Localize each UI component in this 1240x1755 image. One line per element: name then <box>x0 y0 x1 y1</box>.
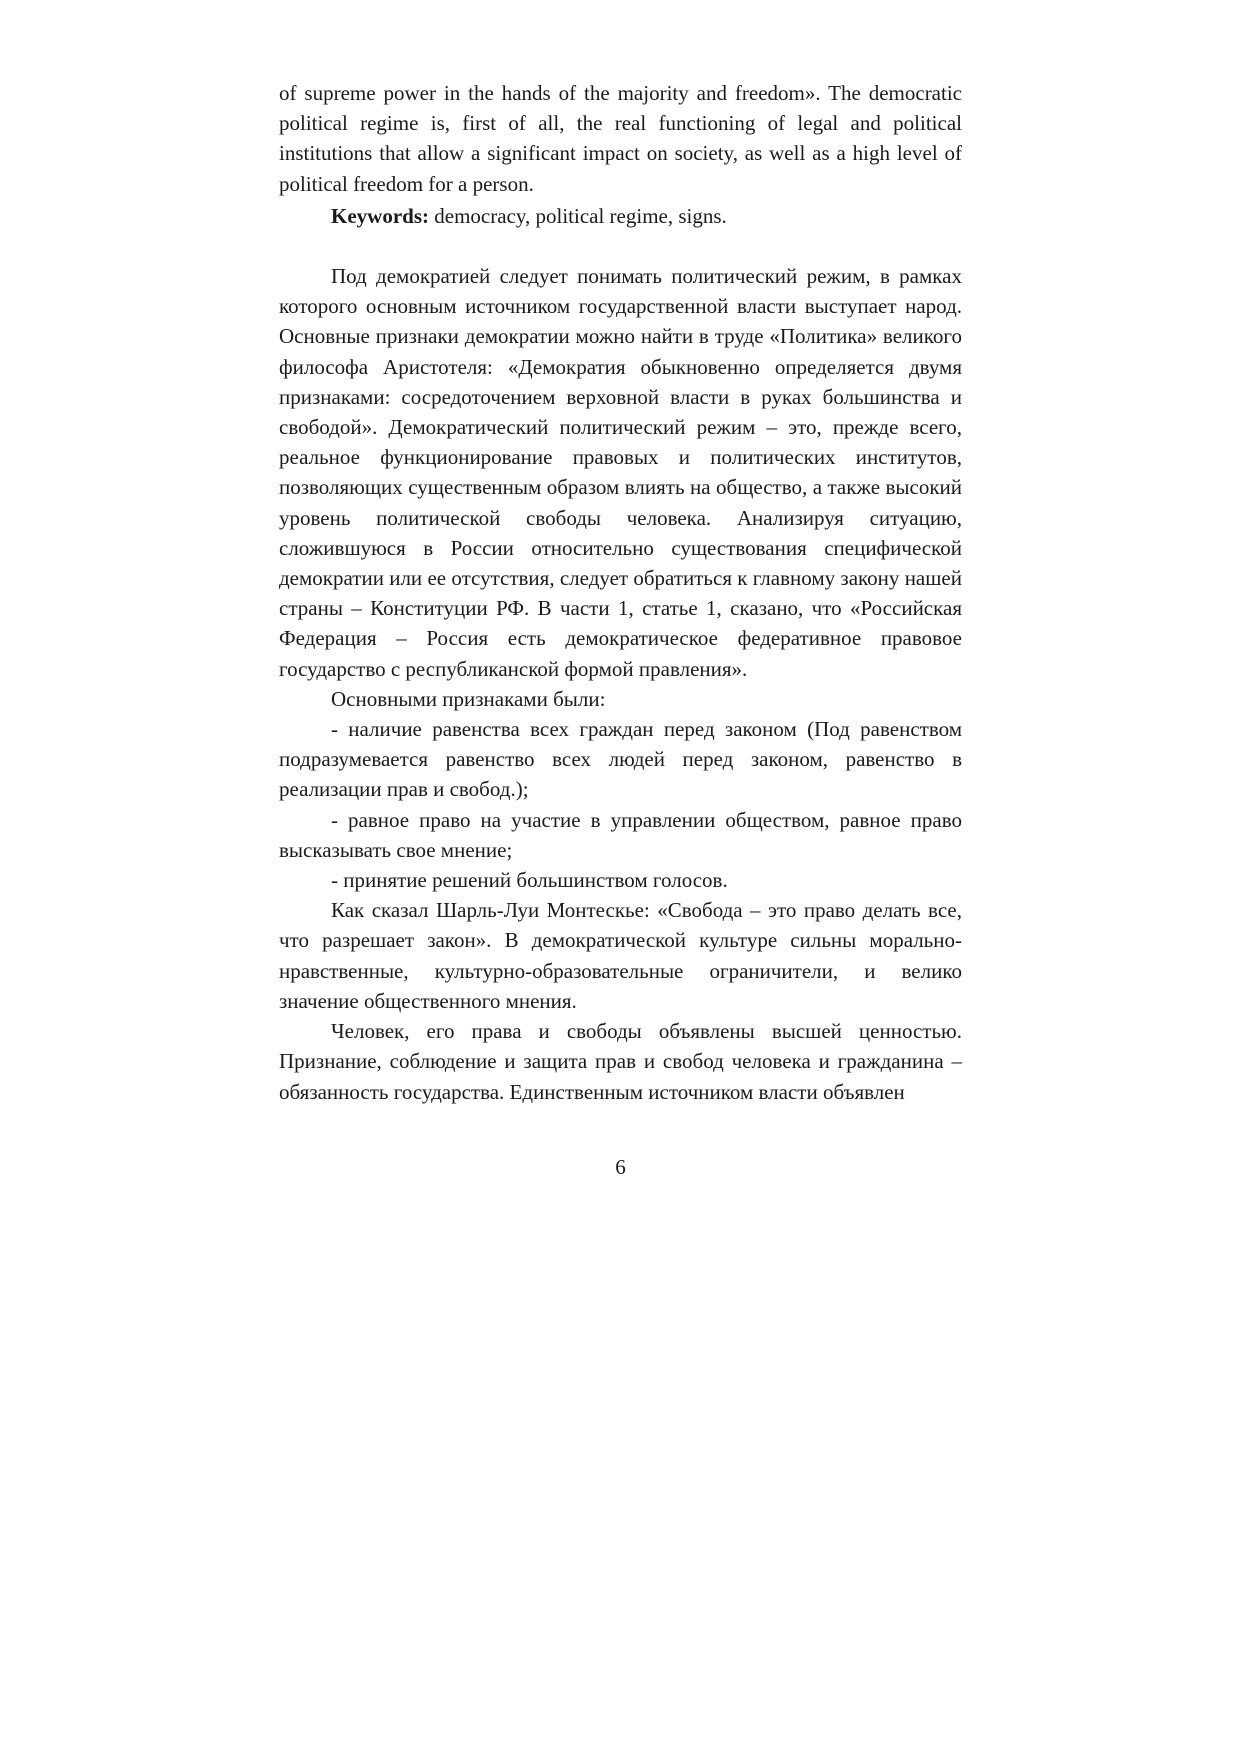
body-paragraph-2: Основными признаками были: <box>331 686 606 711</box>
body-paragraph-montesquieu: Как сказал Шарль-Луи Монтескье: «Свобода – это право делать все, что разрешает закон». В демократической культуре сильны морально-нравственные, культурно-образовательные ограничители, и велико значение общественного мнения. <box>279 898 962 1013</box>
keywords-line <box>279 201 962 231</box>
section-gap <box>279 231 962 261</box>
list-item-participation: - равное право на участие в управлении обществом, равное право высказывать свое мнение; <box>279 807 962 862</box>
keywords-text: democracy, political regime, signs. <box>429 203 727 228</box>
keywords-label: Keywords: <box>331 203 429 228</box>
list-item-majority: - принятие решений большинством голосов. <box>331 868 728 893</box>
body-paragraph-1: Под демократией следует понимать политический режим, в рамках которого основным источником государственной власти выступает народ. Основные признаки демократии можно найти в труде «Политика» великого философа Аристотеля: «Демократия обыкновенно определяется двумя признаками: сосредоточением верховной власти в руках большинства и свободой». Демократический политический режим – это, прежде всего, реальное функционирование правовых и политических институтов, позволяющих существенным образом влиять на общество, а также высокий уровень политической свободы человека. Анализируя ситуацию, сложившуюся в России относительно существования специфической демократии или ее отсутствия, следует обратиться к главному закону нашей страны – Конституции РФ. В части 1, статье 1, сказано, что «Российская Федерация – Россия есть демократическое федеративное правовое государство с республиканской формой правления». <box>279 264 962 681</box>
page-number: 6 <box>615 1155 626 1179</box>
abstract-english-paragraph: of supreme power in the hands of the majority and freedom». The democratic political regime is, first of all, the real functioning of legal and political institutions that allow a significant impact on society, as well as a high level of political freedom for a person. <box>279 81 962 196</box>
body-paragraph-rights: Человек, его права и свободы объявлены высшей ценностью. Признание, соблюдение и защита прав и свобод человека и гражданина – обязанность государства. Единственным источником власти объявлен <box>279 1019 962 1104</box>
page-content <box>279 78 962 1107</box>
list-item-equality: - наличие равенства всех граждан перед законом (Под равенством подразумевается равенство всех людей перед законом, равенство в реализации прав и свобод.); <box>279 717 962 802</box>
